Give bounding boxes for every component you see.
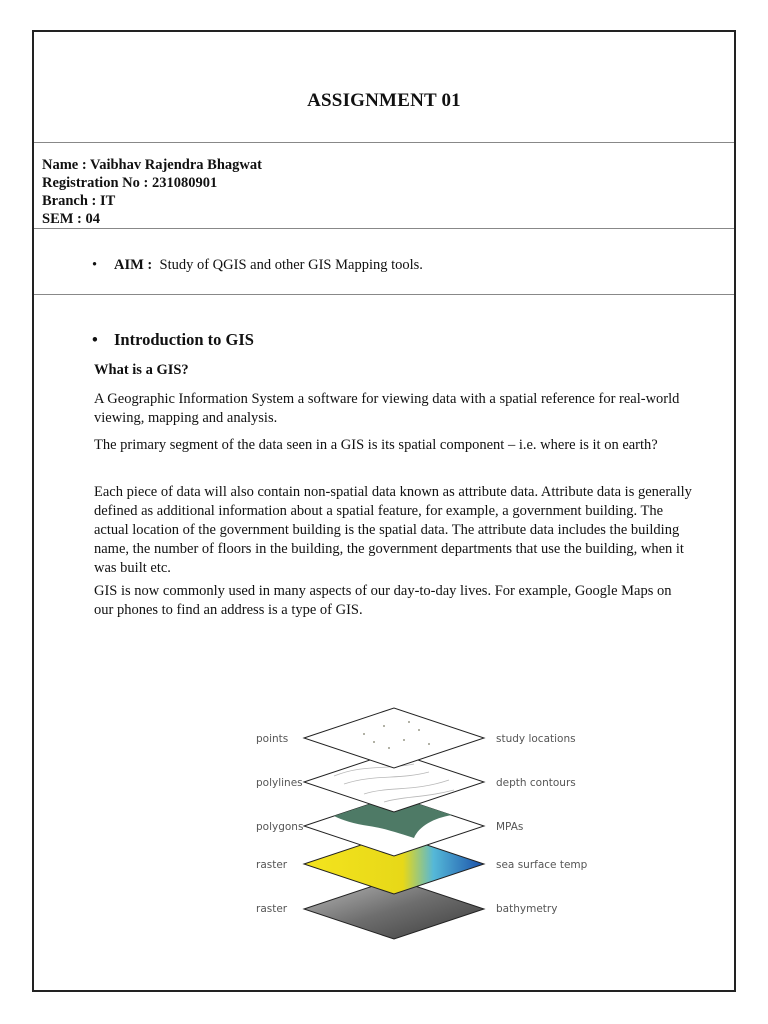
figure-right-label: bathymetry bbox=[496, 903, 558, 915]
figure-right-label: study locations bbox=[496, 733, 576, 745]
bullet: • bbox=[92, 257, 98, 273]
student-info bbox=[42, 156, 262, 228]
figure-right-label: sea surface temp bbox=[496, 859, 588, 871]
aim-text: Study of QGIS and other GIS Mapping tools. bbox=[159, 257, 423, 273]
divider bbox=[34, 142, 734, 143]
figure-left-label: raster bbox=[256, 859, 288, 871]
subheading: What is a GIS? bbox=[94, 362, 189, 378]
aim-line bbox=[92, 257, 423, 274]
student-name: Name : Vaibhav Rajendra Bhagwat bbox=[42, 157, 262, 173]
gis-layers-figure bbox=[214, 668, 588, 918]
paragraph: Each piece of data will also contain non-spatial data known as attribute data. Attribute data is generally defined as additional information about a spatial feature, for example, a government building. The actual location of the government building is the spatial data. The attribute data includes the building name, the number of floors in the building, the government departments that use the building, when it was built etc. bbox=[94, 484, 692, 576]
semester: SEM : 04 bbox=[42, 211, 100, 227]
paragraph: A Geographic Information System a software for viewing data with a spatial reference for real-world viewing, mapping and analysis. bbox=[94, 391, 680, 426]
intro-heading: Introduction to GIS bbox=[114, 330, 254, 349]
branch: Branch : IT bbox=[42, 193, 116, 209]
paragraph: The primary segment of the data seen in a GIS is its spatial component – i.e. where is it on earth? bbox=[94, 437, 658, 453]
section-heading bbox=[92, 330, 254, 350]
figure-right-label: depth contours bbox=[496, 777, 576, 789]
figure-left-label: polylines bbox=[256, 777, 303, 789]
registration-number: Registration No : 231080901 bbox=[42, 175, 218, 191]
divider bbox=[34, 294, 734, 295]
figure-left-label: points bbox=[256, 733, 289, 745]
points-layer bbox=[304, 708, 484, 768]
assignment-title: ASSIGNMENT 01 bbox=[307, 90, 461, 111]
page-frame bbox=[32, 30, 736, 992]
figure-left-label: polygons bbox=[256, 821, 304, 833]
paragraph: GIS is now commonly used in many aspects of our day-to-day lives. For example, Google Maps on our phones to find an address is a type of GIS. bbox=[94, 583, 672, 618]
aim-label: AIM : bbox=[114, 257, 153, 273]
divider bbox=[34, 228, 734, 229]
bullet: • bbox=[92, 330, 98, 349]
figure-left-label: raster bbox=[256, 903, 288, 915]
figure-right-label: MPAs bbox=[496, 821, 524, 833]
